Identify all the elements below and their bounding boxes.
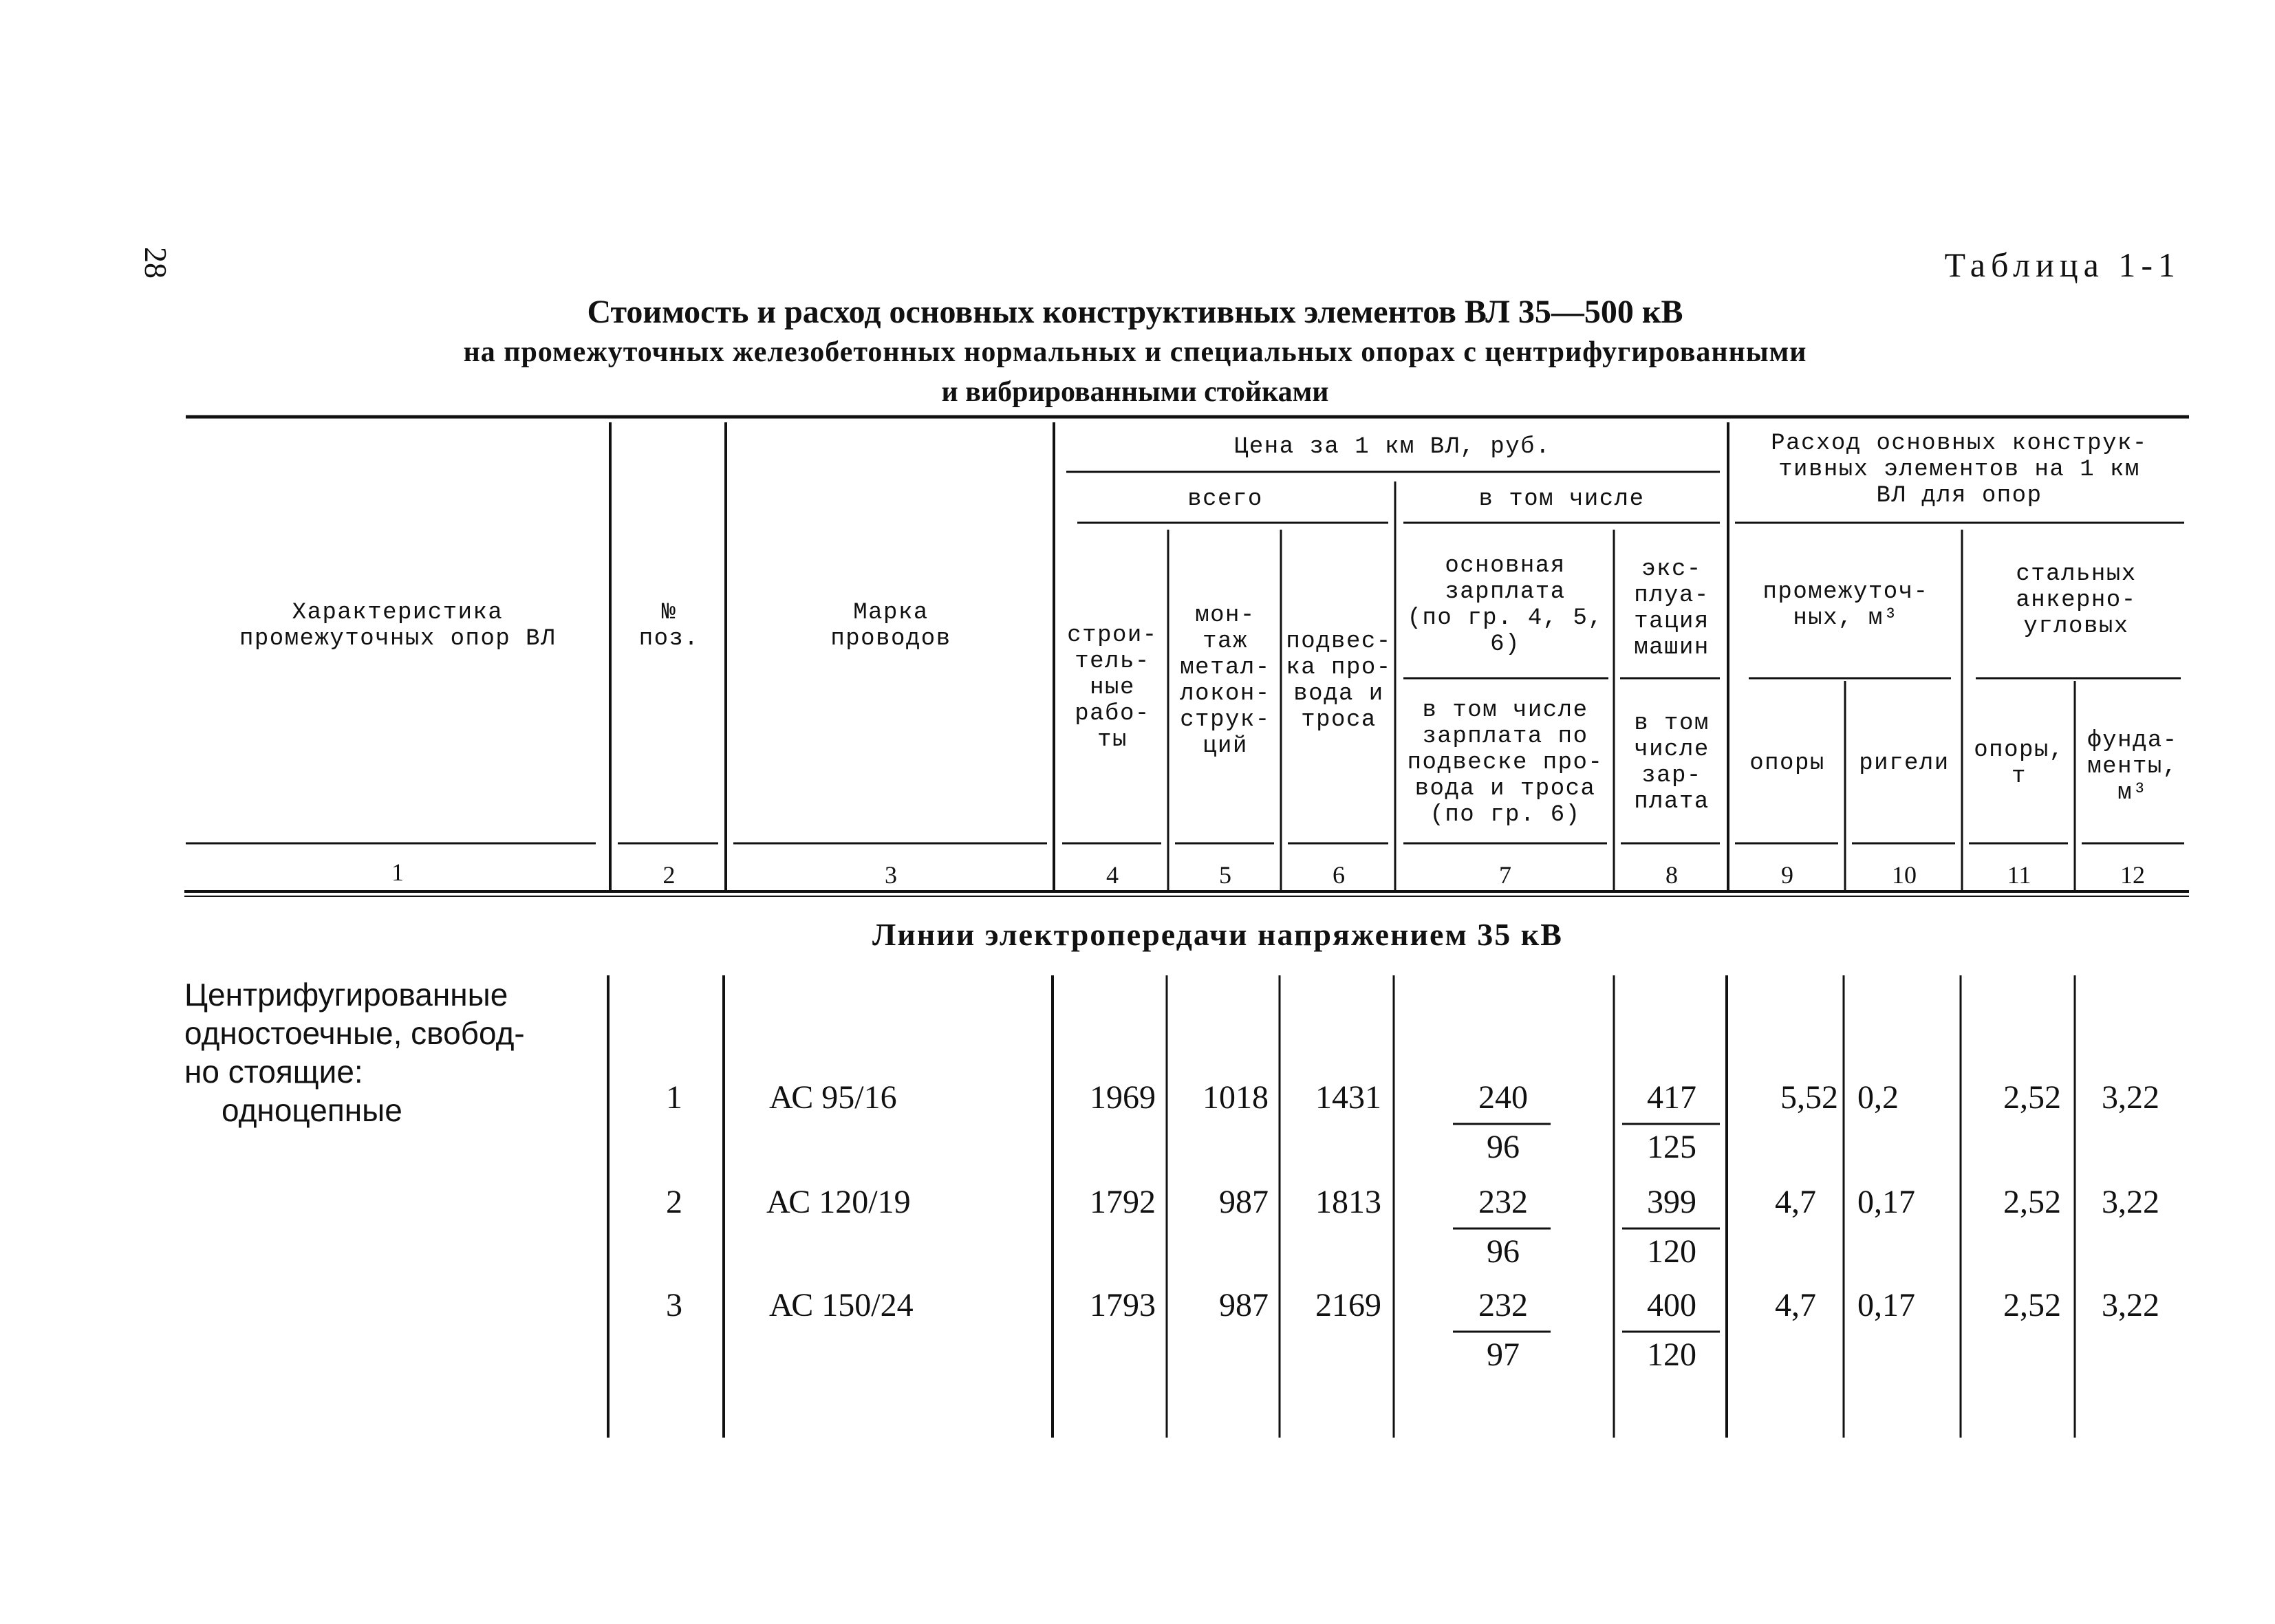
table-cell-suspension: 1431 bbox=[1315, 1079, 1381, 1116]
table-cell-pos: 2 bbox=[666, 1184, 682, 1220]
table-label: Таблица 1-1 bbox=[1944, 246, 2181, 284]
table-cell-suspension: 1813 bbox=[1315, 1184, 1381, 1220]
section-title: Линии электропередачи напряжением 35 кВ bbox=[872, 917, 1563, 952]
header-wire-brand: Марка проводов bbox=[830, 600, 951, 652]
header-including: в том числе bbox=[1478, 486, 1645, 512]
table-cell-wire: АС 95/16 bbox=[769, 1079, 897, 1116]
table-cell-machine: 400 bbox=[1647, 1287, 1696, 1323]
header-intermediate: промежуточ- ных, м³ bbox=[1762, 579, 1929, 631]
table-cell-machine: 417 bbox=[1647, 1079, 1696, 1116]
header-crossbars: ригели bbox=[1859, 750, 1950, 777]
table-cell-wire: АС 120/19 bbox=[766, 1184, 911, 1220]
column-number: 12 bbox=[2120, 861, 2145, 889]
page-number: 28 bbox=[138, 247, 173, 279]
characteristic-text: Центрифугированные одностоечные, свобод- но стоящие: одноцепные bbox=[184, 977, 525, 1128]
header-foundations: фунда- менты, м³ bbox=[2087, 728, 2178, 806]
column-number: 6 bbox=[1333, 861, 1345, 889]
column-number: 9 bbox=[1781, 861, 1793, 889]
column-number: 10 bbox=[1892, 861, 1917, 889]
table-cell-wage: 232 bbox=[1478, 1184, 1528, 1220]
header-steel-anchor: стальных анкерно- угловых bbox=[2016, 561, 2137, 640]
title-line-2: на промежуточных железобетонных нормальных и специальных опорах с центрифугированными bbox=[463, 336, 1807, 368]
table-cell-machine-sub: 125 bbox=[1647, 1129, 1696, 1165]
column-number: 1 bbox=[391, 858, 404, 886]
table-cell-wage-sub: 96 bbox=[1487, 1233, 1520, 1270]
header-base-wage: основная зарплата (по гр. 4, 5, 6) bbox=[1407, 553, 1604, 658]
table-cell-foundations: 3,22 bbox=[2102, 1184, 2159, 1220]
table-cell-supports: 4,7 bbox=[1775, 1287, 1816, 1323]
table-cell-crossbars: 0,2 bbox=[1857, 1079, 1899, 1116]
header-steel-supports: опоры, т bbox=[1974, 737, 2064, 790]
table-cell-steel-supports: 2,52 bbox=[2003, 1079, 2061, 1116]
table-cell-installation: 987 bbox=[1219, 1184, 1269, 1220]
table-cell-construction: 1793 bbox=[1090, 1287, 1156, 1323]
table-cell-construction: 1969 bbox=[1090, 1079, 1156, 1116]
table-cell-foundations: 3,22 bbox=[2102, 1079, 2159, 1116]
title-line-3: и вибрированными стойками bbox=[941, 376, 1329, 408]
table-cell-machine-sub: 120 bbox=[1647, 1233, 1696, 1270]
column-number: 7 bbox=[1499, 861, 1511, 889]
title-line-1: Стоимость и расход основных конструктивных элементов ВЛ 35—500 кВ bbox=[587, 294, 1683, 330]
table-cell-construction: 1792 bbox=[1090, 1184, 1156, 1220]
table-cell-steel-supports: 2,52 bbox=[2003, 1287, 2061, 1323]
table-cell-suspension: 2169 bbox=[1315, 1287, 1381, 1323]
table-cell-pos: 3 bbox=[666, 1287, 682, 1323]
table-cell-supports: 4,7 bbox=[1775, 1184, 1816, 1220]
header-supports: опоры bbox=[1749, 750, 1825, 777]
header-position: № поз. bbox=[638, 600, 700, 652]
header-construction: строи- тель- ные рабо- ты bbox=[1067, 622, 1158, 753]
table-cell-wage-sub: 96 bbox=[1487, 1129, 1520, 1165]
header-characteristic: Характеристика промежуточных опор ВЛ bbox=[239, 600, 556, 652]
table-cell-steel-supports: 2,52 bbox=[2003, 1184, 2061, 1220]
column-number: 3 bbox=[885, 861, 897, 889]
table-cell-crossbars: 0,17 bbox=[1857, 1184, 1915, 1220]
table-cell-crossbars: 0,17 bbox=[1857, 1287, 1915, 1323]
header-price-group: Цена за 1 км ВЛ, руб. bbox=[1234, 434, 1551, 460]
column-number: 4 bbox=[1106, 861, 1119, 889]
header-machine-ops-sub: в том числе зар- плата bbox=[1634, 711, 1710, 815]
table-cell-pos: 1 bbox=[666, 1079, 682, 1116]
table-cell-machine: 399 bbox=[1647, 1184, 1696, 1220]
header-consumption-group: Расход основных конструк- тивных элементов на 1 км ВЛ для опор bbox=[1771, 431, 2148, 509]
header-machine-ops: экс- плуа- тация машин bbox=[1634, 556, 1710, 661]
table-cell-wage: 232 bbox=[1478, 1287, 1528, 1323]
column-number: 11 bbox=[2007, 861, 2031, 889]
header-installation: мон- таж метал- локон- струк- ций bbox=[1180, 603, 1271, 759]
table-cell-wage-sub: 97 bbox=[1487, 1336, 1520, 1373]
table-cell-wage: 240 bbox=[1478, 1079, 1528, 1116]
header-base-wage-sub: в том числе зарплата по подвеске про- вода и троса (по гр. 6) bbox=[1407, 697, 1604, 828]
table-cell-machine-sub: 120 bbox=[1647, 1336, 1696, 1373]
table-cell-installation: 987 bbox=[1219, 1287, 1269, 1323]
header-total: всего bbox=[1187, 486, 1263, 512]
column-number: 5 bbox=[1219, 861, 1231, 889]
header-suspension: подвес- ка про- вода и троса bbox=[1286, 629, 1392, 733]
table-cell-supports: 5,52 bbox=[1780, 1079, 1838, 1116]
table-cell-foundations: 3,22 bbox=[2102, 1287, 2159, 1323]
column-number: 8 bbox=[1665, 861, 1678, 889]
table-cell-installation: 1018 bbox=[1203, 1079, 1269, 1116]
table-cell-wire: АС 150/24 bbox=[769, 1287, 914, 1323]
column-number: 2 bbox=[662, 861, 676, 889]
